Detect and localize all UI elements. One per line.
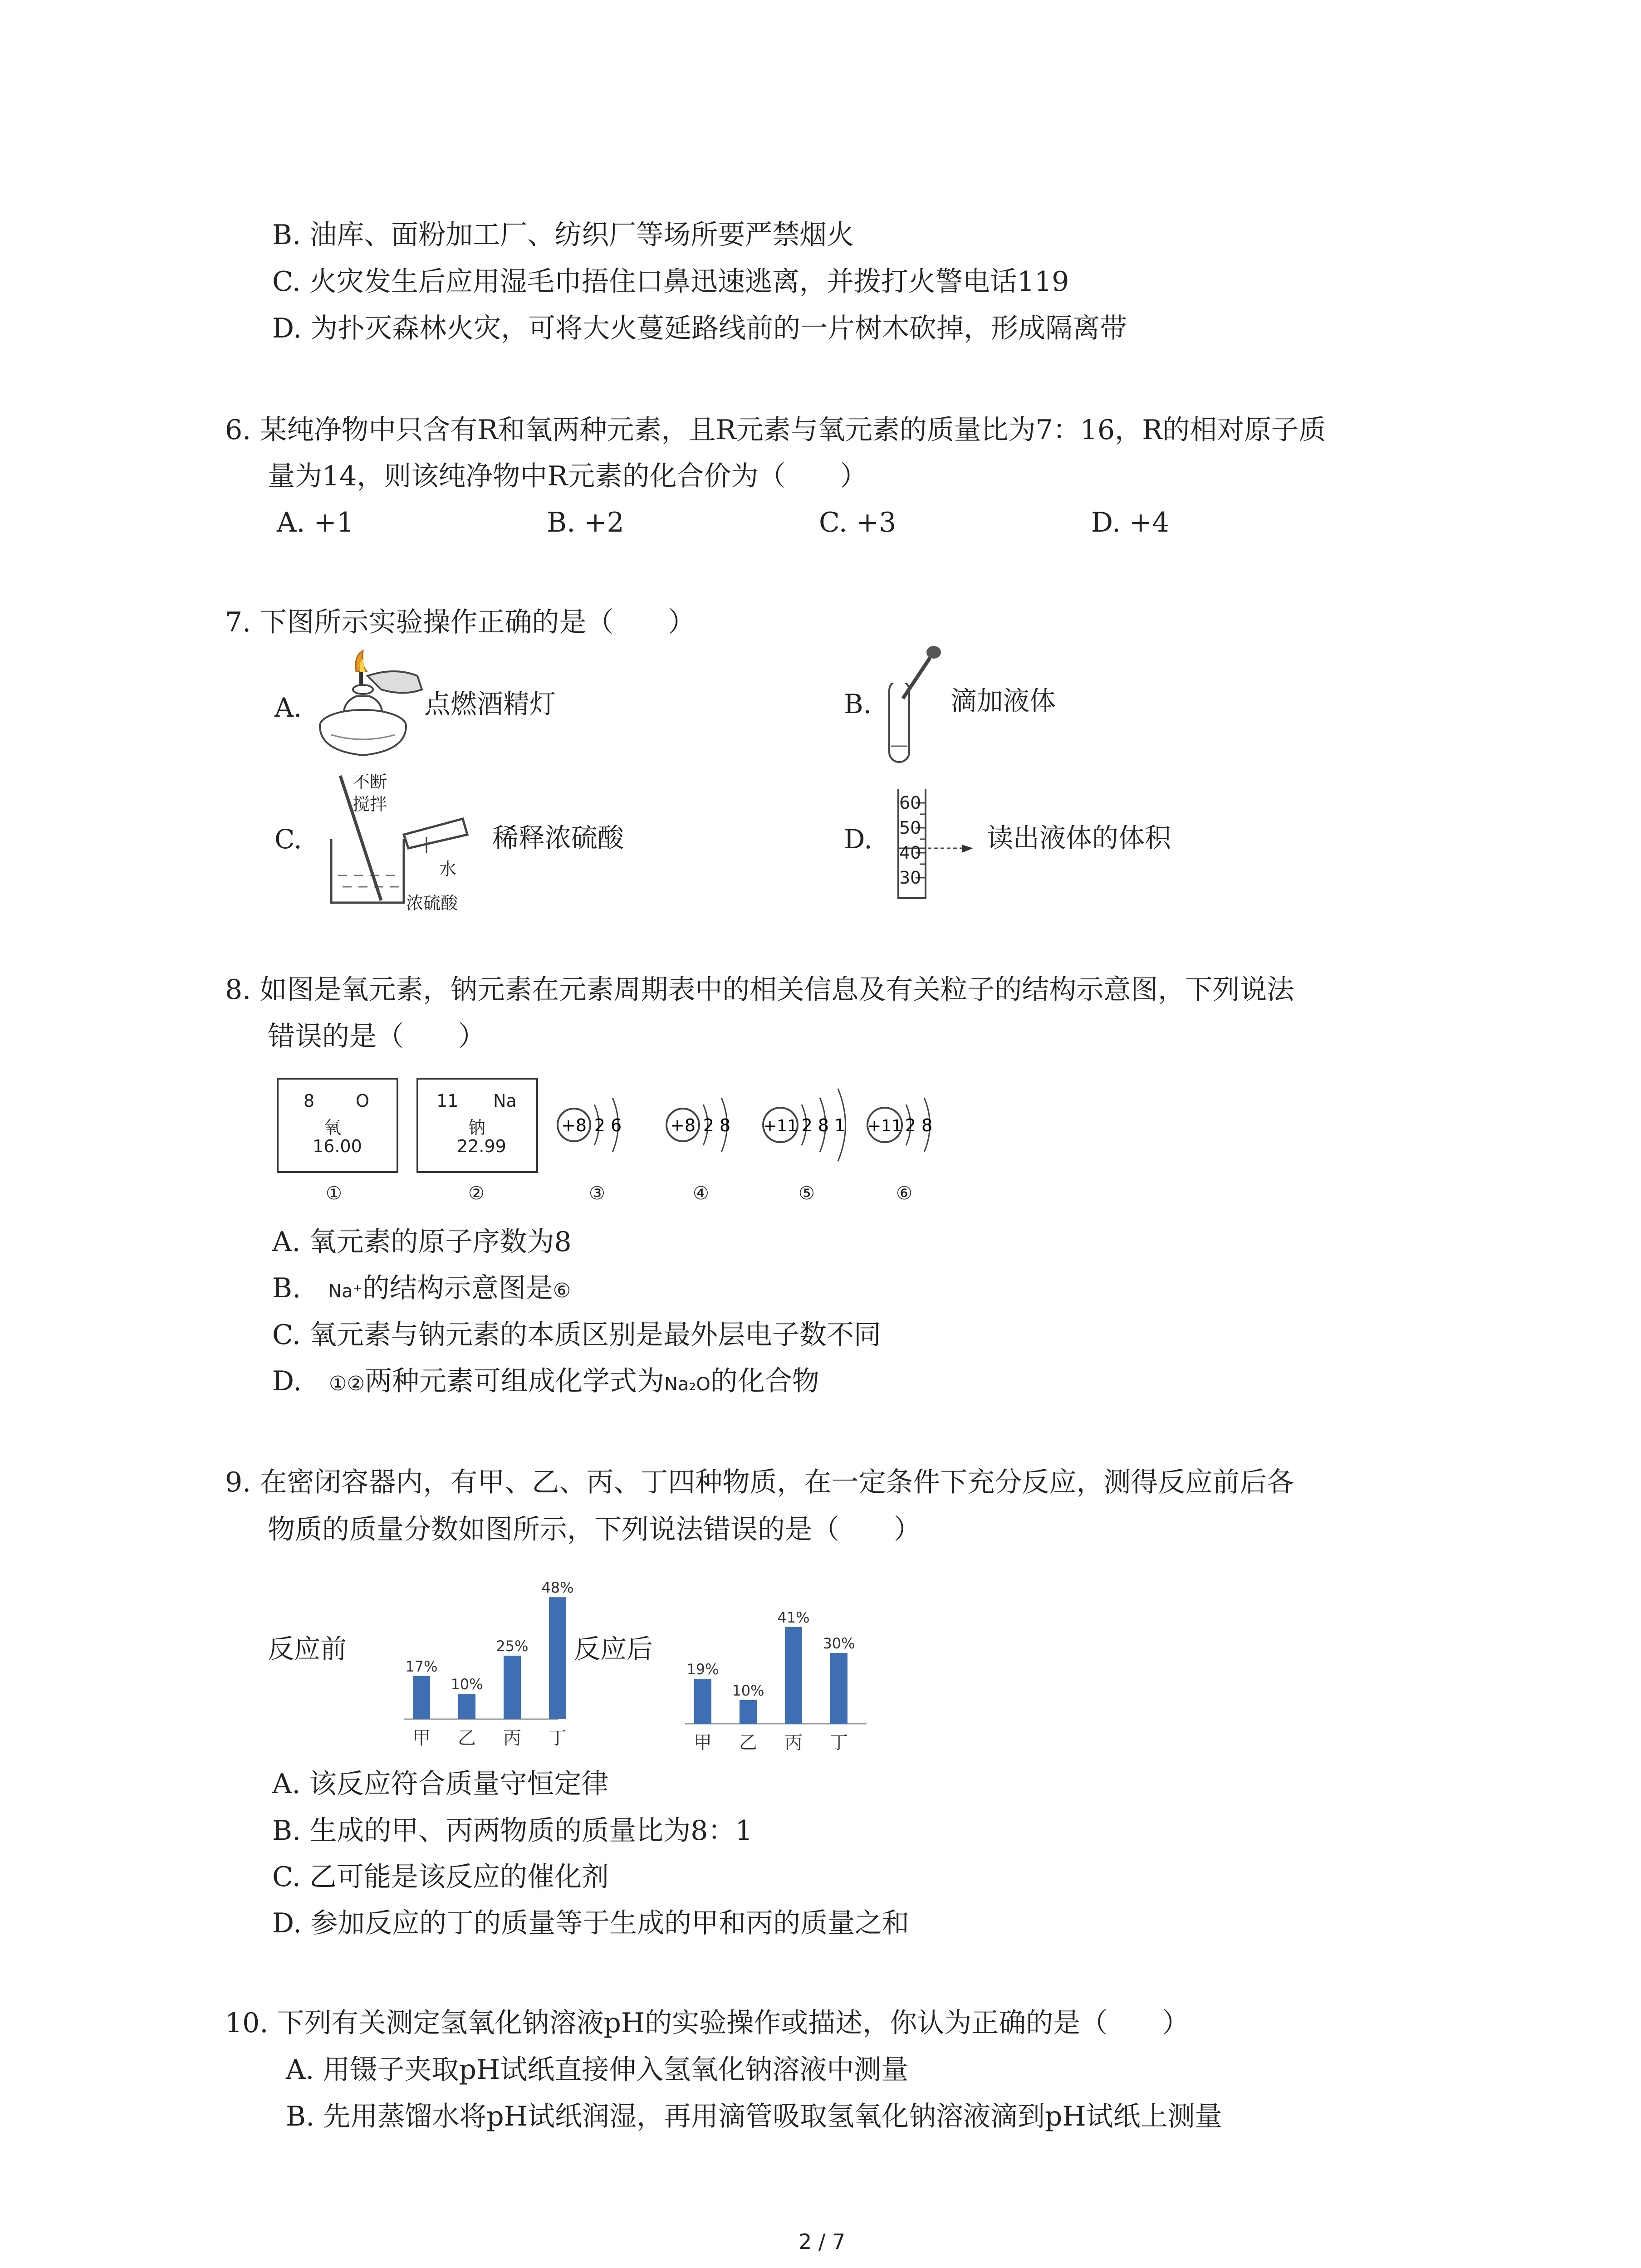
chart-after-reaction xyxy=(681,1588,871,1760)
chart-before-reaction xyxy=(399,1574,574,1755)
q9-option-c: C. 乙可能是该反应的催化剂 xyxy=(272,1861,609,1893)
chart1-bar-3 xyxy=(830,1653,847,1724)
oxygen-atomic-number: 8 xyxy=(304,1091,315,1111)
sodium-symbol: Na xyxy=(493,1091,517,1111)
atom3-shells: 2 6 xyxy=(594,1115,622,1135)
q5-option-b: B. 油库、面粉加工厂、纺织厂等场所要严禁烟火 xyxy=(272,219,854,251)
oxygen-atomic-mass: 16.00 xyxy=(313,1136,362,1156)
dilute-sulfuric-acid-figure xyxy=(313,771,504,907)
atom6-shells: 2 8 xyxy=(905,1115,933,1135)
q6-stem-line2: 量为14，则该纯净物中R元素的化合价为（ ） xyxy=(268,460,867,492)
chart1-category-label-1: 乙 xyxy=(739,1732,757,1753)
q8-option-c: C. 氧元素与钠元素的本质区别是最外层电子数不同 xyxy=(272,1319,881,1351)
figure-label-5: ⑤ xyxy=(798,1183,815,1204)
chart1-value-label-1: 10% xyxy=(732,1682,764,1699)
q8-stem-line2: 错误的是（ ） xyxy=(268,1021,485,1052)
q6-option-d: D. +4 xyxy=(1091,507,1170,538)
q7c-annotation-acid: 浓硫酸 xyxy=(406,893,458,913)
atom4-shells: 2 8 xyxy=(703,1115,731,1135)
q10-option-a: A. 用镊子夹取pH试纸直接伸入氢氧化钠溶液中测量 xyxy=(286,2054,909,2086)
chart-after-title: 反应后 xyxy=(574,1633,653,1664)
figure-label-3: ③ xyxy=(589,1183,605,1204)
chart-before-title: 反应前 xyxy=(268,1633,347,1664)
q7-option-d-label: D. xyxy=(844,824,872,855)
q6-option-b: B. +2 xyxy=(547,507,624,538)
element-tile-sodium xyxy=(416,1078,538,1173)
q8d-formula: Na₂O xyxy=(664,1374,710,1395)
sodium-name: 钠 xyxy=(468,1118,486,1138)
q6-stem-line1: 6. 某纯净物中只含有R和氧两种元素，且R元素与氧元素的质量比为7：16，R的相对原子质 xyxy=(225,414,1326,446)
q7-option-d-text: 读出液体的体积 xyxy=(987,822,1171,853)
q9-stem-line2: 物质的质量分数如图所示，下列说法错误的是（ ） xyxy=(268,1514,921,1545)
chart0-bar-2 xyxy=(504,1656,521,1719)
q5-option-c: C. 火灾发生后应用湿毛巾捂住口鼻迅速逃离，并拨打火警电话119 xyxy=(272,266,1069,298)
q7c-annotation-constant: 不断 xyxy=(353,772,387,792)
cylinder-tick-30: 30 xyxy=(899,868,921,888)
chart1-value-label-3: 30% xyxy=(823,1635,855,1652)
chart0-category-label-3: 丁 xyxy=(549,1728,567,1749)
q7-option-c-label: C. xyxy=(274,824,302,855)
q7c-annotation-water: 水 xyxy=(439,859,457,879)
chart1-value-label-2: 41% xyxy=(777,1608,810,1626)
q8b-formula: Na⁺ xyxy=(328,1281,362,1302)
q8-option-d xyxy=(272,1363,819,1403)
q7-option-b-text: 滴加液体 xyxy=(950,685,1056,716)
chart0-bar-1 xyxy=(458,1694,475,1719)
chart0-value-label-0: 17% xyxy=(405,1657,438,1675)
atom6-nucleus: +11 xyxy=(867,1117,902,1135)
chart1-bar-0 xyxy=(694,1679,711,1724)
q8b-figure-ref: ⑥ xyxy=(553,1279,571,1302)
chart0-category-label-1: 乙 xyxy=(458,1728,476,1749)
figure-label-4: ④ xyxy=(693,1183,709,1204)
atom3-nucleus: +8 xyxy=(561,1115,587,1135)
figure-label-6: ⑥ xyxy=(896,1183,912,1204)
chart1-category-label-2: 丙 xyxy=(784,1732,803,1753)
alcohol-lamp-lighting-figure xyxy=(313,653,440,767)
atom4-nucleus: +8 xyxy=(670,1115,696,1135)
chart0-category-label-0: 甲 xyxy=(412,1728,431,1749)
oxygen-name: 氧 xyxy=(324,1118,342,1138)
q10-option-b: B. 先用蒸馏水将pH试纸润湿，再用滴管吸取氢氧化钠溶液滴到pH试纸上测量 xyxy=(286,2101,1222,2132)
q7c-annotation-stir: 搅拌 xyxy=(353,794,387,814)
q9-option-d: D. 参加反应的丁的质量等于生成的甲和丙的质量之和 xyxy=(272,1907,910,1939)
figure-label-2: ② xyxy=(468,1183,485,1204)
atomic-structure-diagrams xyxy=(551,1061,950,1170)
chart1-bar-1 xyxy=(740,1700,757,1724)
q8b-text: 的结构示意图是 xyxy=(362,1272,553,1304)
chart0-bar-0 xyxy=(413,1676,430,1719)
q8-stem-line1: 8. 如图是氧元素，钠元素在元素周期表中的相关信息及有关粒子的结构示意图，下列说法 xyxy=(225,974,1294,1006)
oxygen-symbol: O xyxy=(356,1091,369,1111)
q10-stem: 10. 下列有关测定氢氧化钠溶液pH的实验操作或描述，你认为正确的是（ ） xyxy=(225,2007,1190,2039)
q8b-label: B. xyxy=(272,1272,301,1304)
chart0-value-label-2: 25% xyxy=(496,1637,529,1655)
atom5-shells: 2 8 1 xyxy=(801,1115,846,1135)
chart-after-reaction-wrap xyxy=(681,1588,871,1762)
chart0-bar-3 xyxy=(549,1597,566,1719)
atom5-nucleus: +11 xyxy=(763,1117,798,1135)
cylinder-tick-50: 50 xyxy=(899,818,921,838)
cylinder-tick-60: 60 xyxy=(899,793,921,813)
chart0-value-label-3: 48% xyxy=(541,1579,574,1597)
q8d-figure-refs: ①② xyxy=(329,1372,365,1395)
page-number: 2 / 7 xyxy=(798,2229,846,2254)
q7-option-b-label: B. xyxy=(844,689,872,719)
chart0-category-label-2: 丙 xyxy=(503,1728,521,1749)
q7-option-a-text: 点燃酒精灯 xyxy=(424,689,556,719)
q8-option-b xyxy=(272,1270,571,1310)
element-tile-oxygen xyxy=(277,1078,398,1173)
q5-option-d: D. 为扑灭森林火灾，可将大火蔓延路线前的一片树木砍掉，形成隔离带 xyxy=(272,313,1127,344)
q7-stem: 7. 下图所示实验操作正确的是（ ） xyxy=(225,606,696,638)
chart0-value-label-1: 10% xyxy=(451,1676,483,1693)
dropper-test-tube-figure xyxy=(885,644,953,776)
sodium-atomic-number: 11 xyxy=(436,1091,459,1111)
chart1-value-label-0: 19% xyxy=(686,1661,719,1678)
q7-option-a-label: A. xyxy=(274,692,302,723)
chart1-category-label-0: 甲 xyxy=(694,1732,712,1753)
q9-option-a: A. 该反应符合质量守恒定律 xyxy=(272,1768,609,1800)
chart1-bar-2 xyxy=(785,1627,802,1724)
q7-option-c-text: 稀释浓硫酸 xyxy=(492,822,624,853)
figure-label-1: ① xyxy=(326,1183,342,1204)
cylinder-tick-40: 40 xyxy=(899,843,921,863)
q6-option-a: A. +1 xyxy=(277,507,354,538)
sodium-atomic-mass: 22.99 xyxy=(457,1136,506,1156)
q9-option-b: B. 生成的甲、丙两物质的质量比为8：1 xyxy=(272,1815,753,1847)
q6-option-c: C. +3 xyxy=(819,507,896,538)
q8d-text-end: 的化合物 xyxy=(710,1365,819,1397)
q8d-text: 两种元素可组成化学式为 xyxy=(364,1365,664,1397)
chart1-category-label-3: 丁 xyxy=(830,1732,848,1753)
q8d-label: D. xyxy=(272,1365,302,1397)
q9-stem-line1: 9. 在密闭容器内，有甲、乙、丙、丁四种物质，在一定条件下充分反应，测得反应前后各 xyxy=(225,1466,1294,1498)
q8-option-a: A. 氧元素的原子序数为8 xyxy=(272,1226,572,1258)
